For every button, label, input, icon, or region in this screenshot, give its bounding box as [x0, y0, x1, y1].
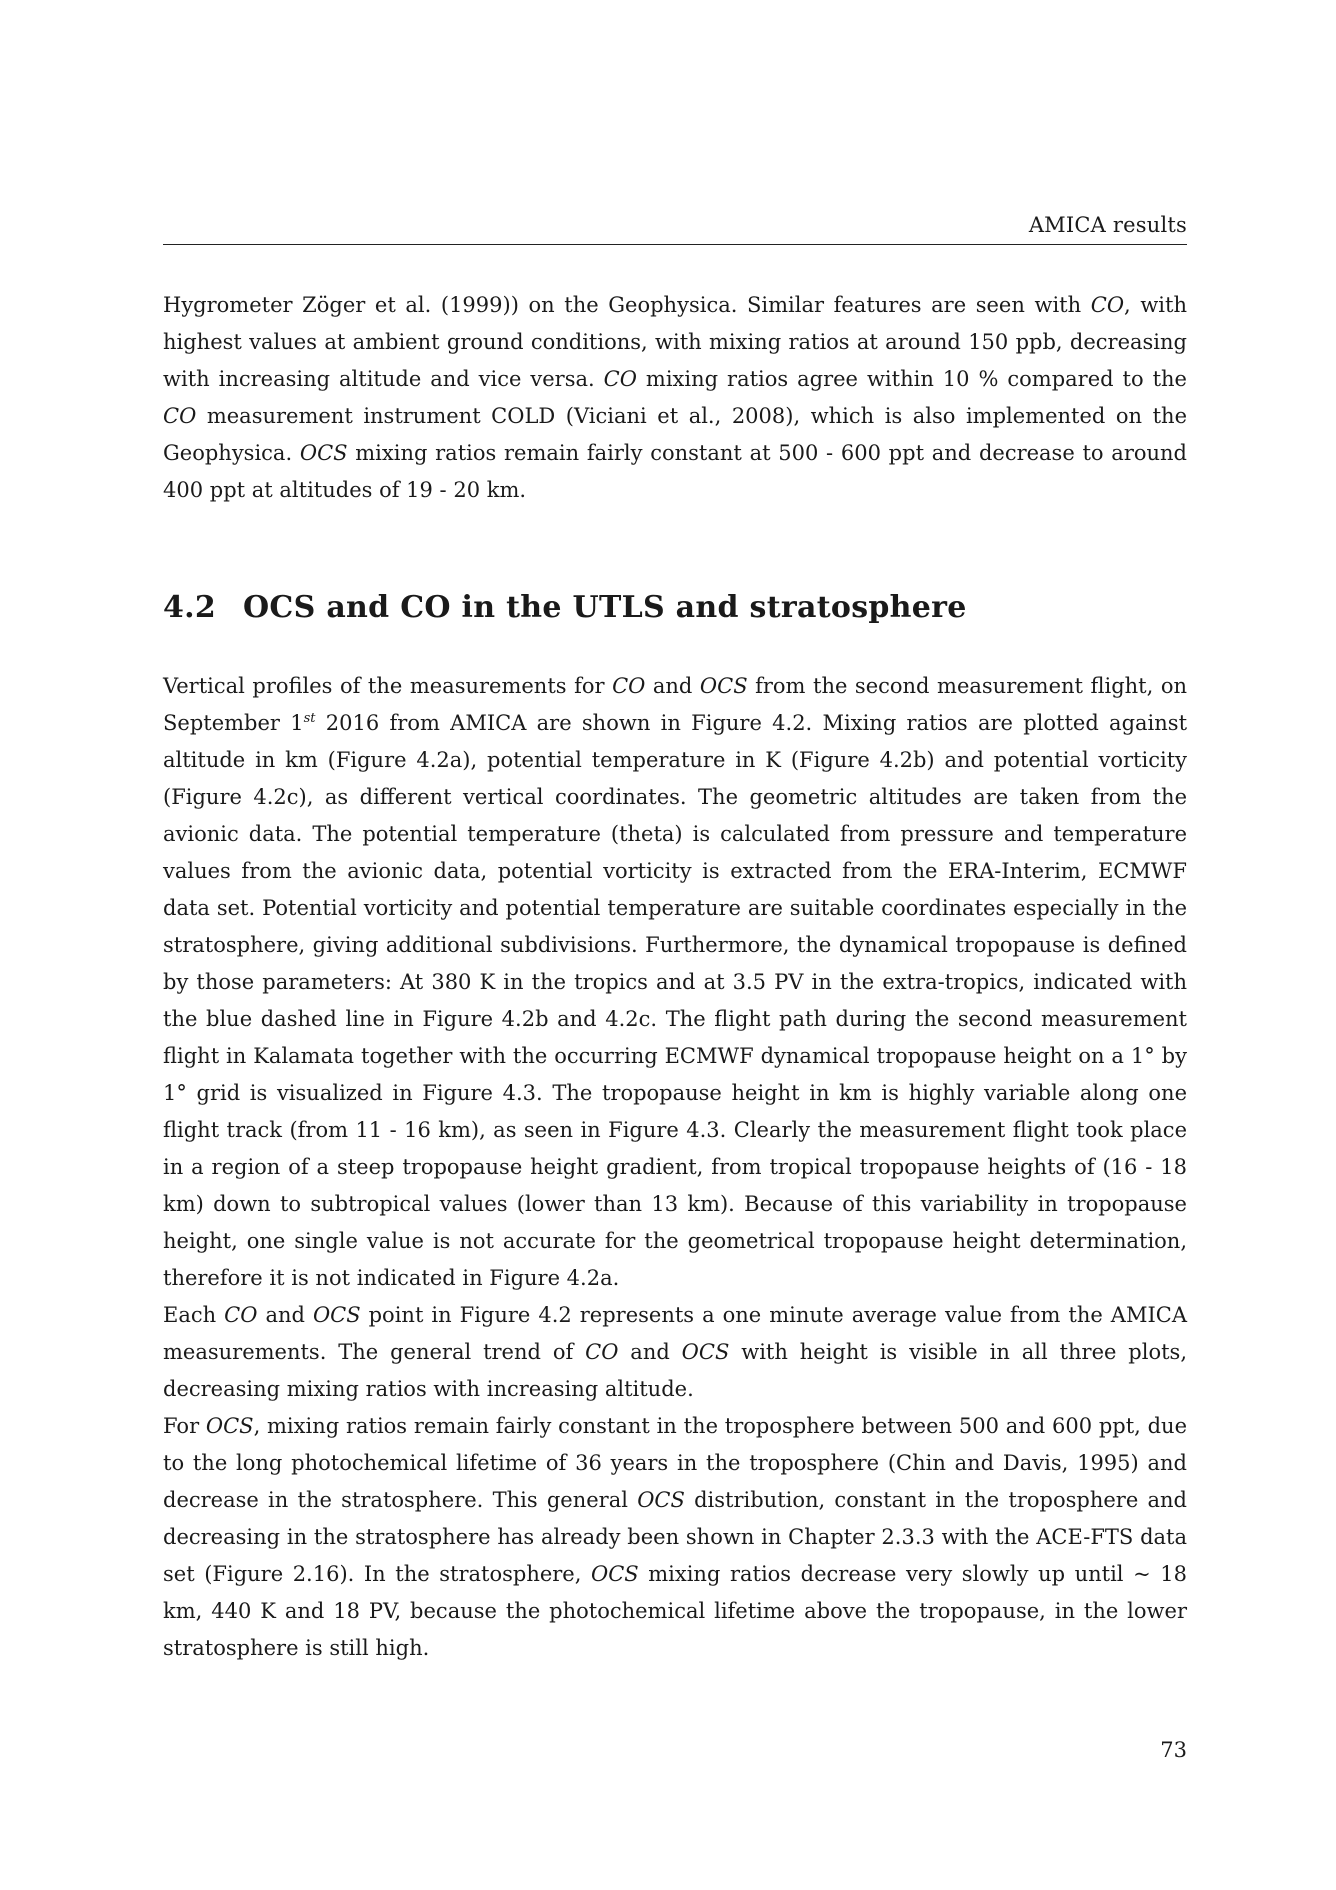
ordinal-superscript: st: [303, 711, 316, 726]
math-symbol: CO: [224, 1303, 258, 1327]
text-run: and: [618, 1340, 682, 1364]
math-symbol: OCS: [299, 441, 348, 465]
math-symbol: CO: [585, 1340, 619, 1364]
math-symbol: OCS: [312, 1303, 361, 1327]
text-run: mixing ratios agree within 10 % compared to the: [636, 367, 1187, 391]
math-symbol: CO: [612, 674, 646, 698]
math-symbol: OCS: [205, 1414, 254, 1438]
math-symbol: OCS: [699, 674, 748, 698]
running-head: AMICA results: [1028, 213, 1187, 237]
text-run: For: [163, 1414, 206, 1438]
text-run: Hygrometer Zöger et al. (1999)) on the Geophysica. Similar features are seen with: [163, 293, 1091, 317]
text-run: and: [257, 1303, 313, 1327]
paragraph-intro: [163, 287, 1187, 509]
paragraph-one-minute-average: [163, 1297, 1187, 1408]
text-run: distribution, constant in the troposphere and decreasing in the stratosphere has already been shown in Chapter 2.3.3 with the ACE-FTS data set (Figure 2.16). In the stratosphere,: [163, 1488, 1187, 1586]
paragraph-vertical-profiles: [163, 668, 1187, 1297]
math-symbol: OCS: [590, 1562, 639, 1586]
text-run: and: [645, 674, 700, 698]
math-symbol: OCS: [681, 1340, 730, 1364]
text-run: , with highest values at ambient ground conditions, with mixing ratios at around 150 ppb, decreasing with increasing altitude and vice versa.: [163, 293, 1187, 391]
text-run: point in Figure 4.2 represents a one minute average value from the AMICA measurements. The general trend of: [163, 1303, 1187, 1364]
section-title: OCS and CO in the UTLS and stratosphere: [243, 590, 967, 625]
math-symbol: CO: [603, 367, 637, 391]
text-run: Vertical profiles of the measurements for: [163, 674, 613, 698]
text-run: , mixing ratios remain fairly constant in the troposphere between 500 and 600 ppt, due to the long photochemical lifetime of 36 years in the troposphere (Chin and Davis, 1995) and decrease in the stratosphere. This general: [163, 1414, 1187, 1512]
paragraph-ocs-troposphere: [163, 1408, 1187, 1667]
text-run: mixing ratios remain fairly constant at 500 - 600 ppt and decrease to around 400 ppt at altitudes of 19 - 20 km.: [163, 441, 1187, 502]
math-symbol: OCS: [637, 1488, 685, 1512]
text-run: with height is visible in all three plots, decreasing mixing ratios with increasing altitude.: [163, 1340, 1187, 1401]
math-symbol: CO: [163, 404, 197, 428]
section-heading: [163, 590, 967, 625]
text-run: from the second measurement flight, on September 1: [163, 674, 1187, 735]
text-run: mixing ratios decrease very slowly up until ~ 18 km, 440 K and 18 PV, because the photochemical lifetime above the tropopause, in the lower stratosphere is still high.: [163, 1562, 1187, 1660]
math-symbol: CO: [1090, 293, 1125, 317]
text-run: measurement instrument COLD (Viciani et al., 2008), which is also implemented on the Geophysica.: [163, 404, 1187, 465]
page-number: 73: [1160, 1738, 1187, 1762]
text-run: Each: [163, 1303, 225, 1327]
header-rule: [163, 244, 1187, 245]
section-number: 4.2: [163, 590, 217, 625]
text-run: 2016 from AMICA are shown in Figure 4.2. Mixing ratios are plotted against altitude in km (Figure 4.2a), potential temperature in K (Figure 4.2b) and potential vorticity (Figure 4.2c), as different vertical coordinates. The geometric altitudes are taken from the avionic data. The potential temperature (theta) is calculated from pressure and temperature values from the avionic data, potential vorticity is extracted from the ERA-Interim, ECMWF data set. Potential vorticity and potential temperature are suitable coordinates especially in the stratosphere, giving additional subdivisions. Furthermore, the dynamical tropopause is defined by those parameters: At 380 K in the tropics and at 3.5 PV in the extra-tropics, indicated with the blue dashed line in Figure 4.2b and 4.2c. The flight path during the second measurement flight in Kalamata together with the occurring ECMWF dynamical tropopause height on a 1° by 1° grid is visualized in Figure 4.3. The tropopause height in km is highly variable along one flight track (from 11 - 16 km), as seen in Figure 4.3. Clearly the measurement flight took place in a region of a steep tropopause height gradient, from tropical tropopause heights of (16 - 18 km) down to subtropical values (lower than 13 km). Because of this variability in tropopause height, one single value is not accurate for the geometrical tropopause height determination, therefore it is not indicated in Figure 4.2a.: [163, 711, 1188, 1290]
